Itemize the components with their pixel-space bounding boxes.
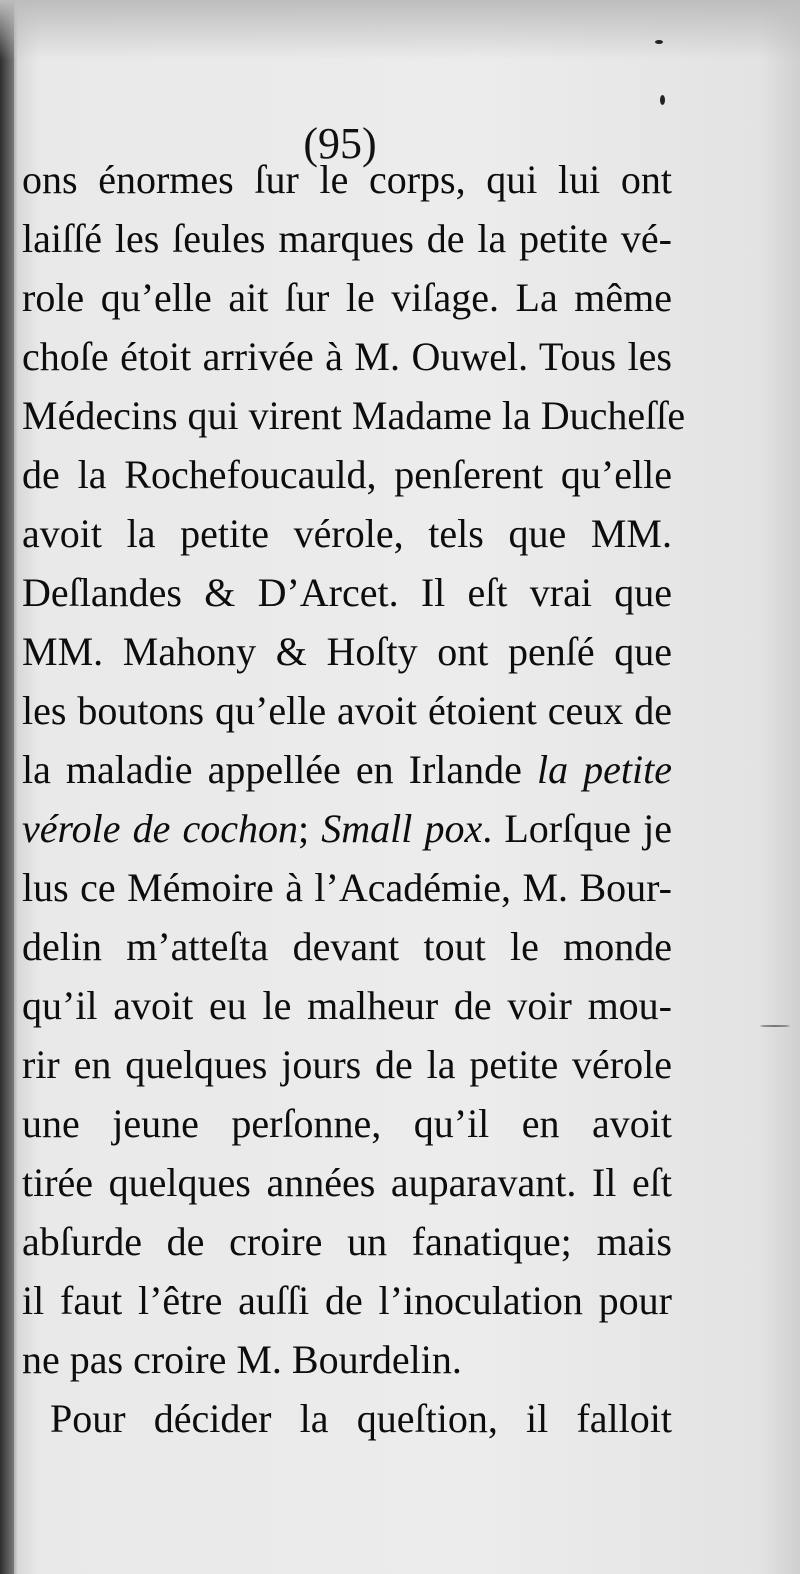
binding-shadow (0, 0, 14, 1574)
italic-phrase: Small pox (321, 806, 483, 851)
text-line: ons énormes ſur le corps, qui lui ont (22, 157, 672, 202)
text-line: ne pas croire M. Bourdelin. (22, 1337, 462, 1382)
text-line: Pour décider la queſtion, il falloit (50, 1396, 672, 1441)
page-top-shade (0, 0, 800, 60)
text-line: choſe étoit arrivée à M. Ouwel. Tous les (22, 334, 672, 379)
ink-speck (660, 95, 665, 105)
ink-speck (760, 1025, 790, 1027)
text-line: une jeune perſonne, qu’il en avoit (22, 1101, 672, 1146)
text-line: vérole de cochon; Small pox. Lorſque je (22, 806, 672, 851)
text-line: laiſſé les ſeules marques de la petite vé- (22, 216, 672, 261)
body-text (22, 150, 686, 1448)
text-line: il faut l’être auſſi de l’inoculation pour (22, 1278, 672, 1323)
text-line: role qu’elle ait ſur le viſage. La même (22, 275, 672, 320)
text-line: de la Rochefoucauld, penſerent qu’elle (22, 452, 672, 497)
text-line: rir en quelques jours de la petite vérole (22, 1042, 672, 1087)
page-number: (95) (303, 119, 377, 168)
text-line: avoit la petite vérole, tels que MM. (22, 511, 672, 556)
text-line: lus ce Mémoire à l’Académie, M. Bour- (22, 865, 672, 910)
text-line: les boutons qu’elle avoit étoient ceux de (22, 688, 672, 733)
text-line: la maladie appellée en Irlande la petite (22, 747, 672, 792)
text-line: Médecins qui virent Madame la Ducheſſe (22, 393, 686, 438)
text-line: qu’il avoit eu le malheur de voir mou- (22, 983, 672, 1028)
italic-phrase: la petite (536, 747, 672, 792)
italic-phrase: vérole de cochon (22, 806, 298, 851)
text-line: tirée quelques années auparavant. Il eſt (22, 1160, 672, 1205)
text-line: MM. Mahony & Hoſty ont penſé que (22, 629, 672, 674)
text-line: Deſlandes & D’Arcet. Il eſt vrai que (22, 570, 672, 615)
text-line: delin m’atteſta devant tout le monde (22, 924, 672, 969)
ink-speck (655, 40, 663, 44)
text-line: abſurde de croire un fanatique; mais (22, 1219, 672, 1264)
